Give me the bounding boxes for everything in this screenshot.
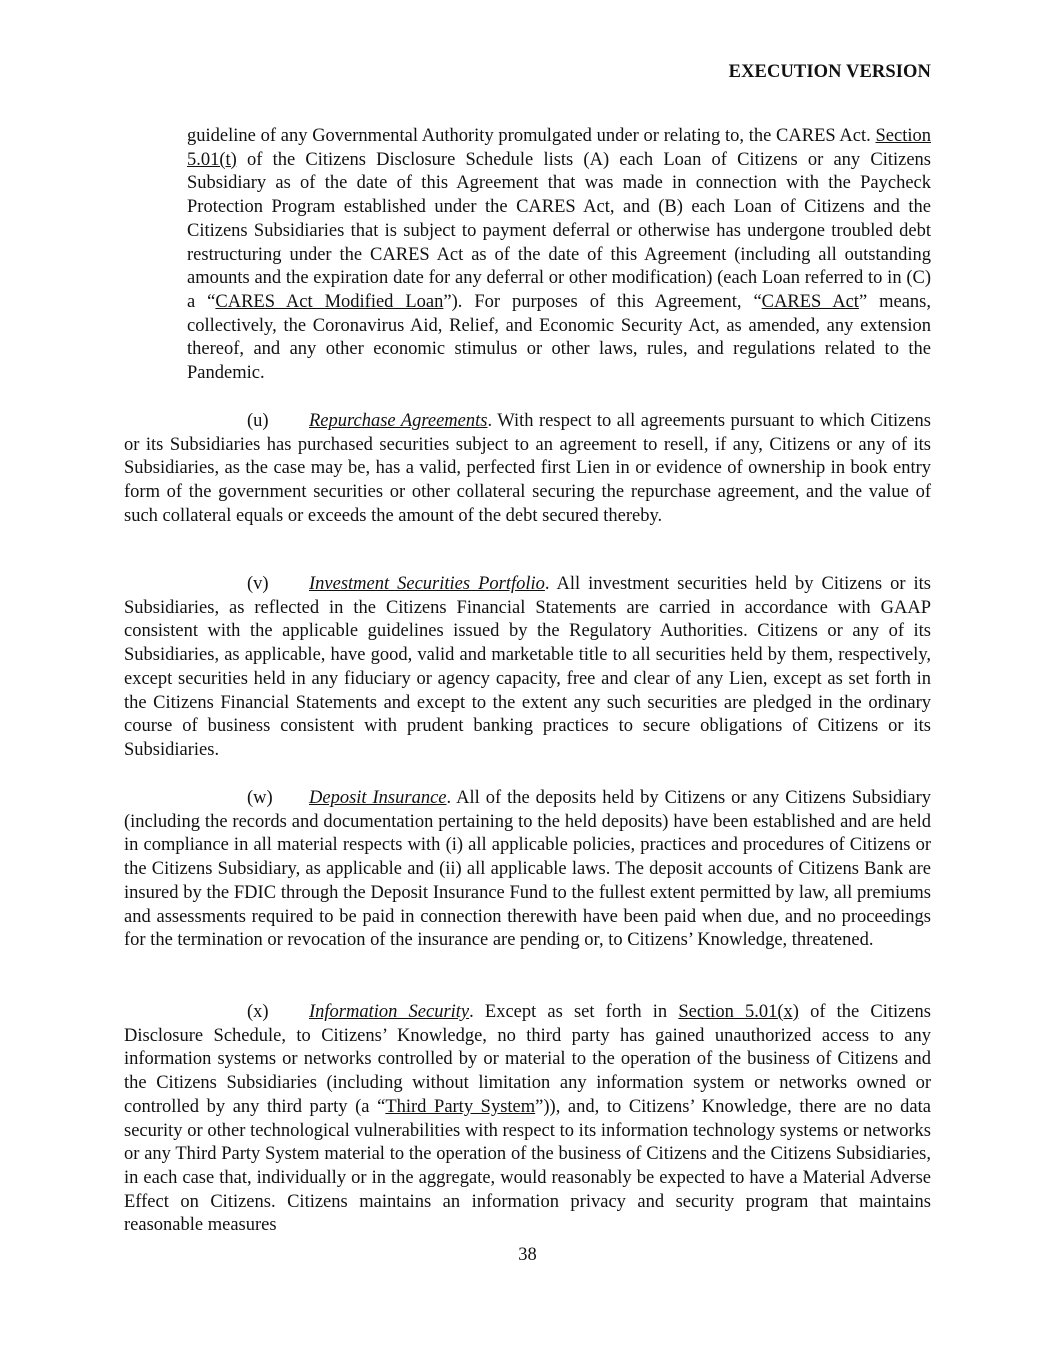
paragraph-w [124, 787, 931, 953]
defined-term: CARES Act Modified Loan [215, 291, 444, 312]
defined-term: Third Party System [385, 1096, 536, 1117]
section-title: Investment Securities Portfolio [309, 574, 545, 594]
item-number: (w) [247, 788, 273, 808]
section-title: Repurchase Agreements [309, 411, 488, 431]
item-number: (x) [247, 1002, 269, 1022]
section-reference: Section 5.01(x) [678, 1002, 799, 1022]
text-segment: . Except as set forth in [469, 1002, 679, 1022]
section-reference: Section 5.01(t) [187, 126, 931, 170]
paragraph-x [124, 1001, 931, 1238]
text-segment: of the Citizens Disclosure Schedule lists (A) each Loan of Citizens or any Citizens Subsidiary as of the date of this Agreement that was made in connection with the Paycheck Protection Program established under the CARES Act, and (B) each Loan of Citizens and the Citizens Subsidiaries that is subject to payment deferral or otherwise has undergone troubled debt restructuring under the CARES Act as of the date of this Agreement (including all outstanding amounts and the expiration date for any deferral or other modification) (each Loan referred to in (C) a “ [187, 149, 931, 312]
text-segment: guideline of any Governmental Authority promulgated under or relating to, the CARES Act. [187, 126, 876, 146]
item-number: (v) [247, 574, 269, 594]
paragraph-v [124, 573, 931, 763]
execution-version-header: EXECUTION VERSION [728, 62, 931, 82]
text-segment: ” means, collectively, the Coronavirus Aid, Relief, and Economic Security Act, as amended, any extension thereof, and any other economic stimulus or other laws, rules, and regulations related to the Pandemic. [187, 291, 931, 384]
text-segment: of the Citizens Disclosure Schedule, to Citizens’ Knowledge, no third party has gained unauthorized access to any information systems or networks controlled by or material to the operation of the business of Citizens and the Citizens Subsidiaries (including without limitation any information system or networks owned or controlled by any third party (a “ [124, 1002, 931, 1117]
text-segment: . With respect to all agreements pursuant to which Citizens or its Subsidiaries has purchased securities subject to an agreement to resell, if any, Citizens or any of its Subsidiaries, as the case may be, has a valid, perfected first Lien in or evidence of ownership in book entry form of the government securities or other collateral securing the repurchase agreement, and the value of such collateral equals or exceeds the amount of the debt secured thereby. [124, 411, 931, 526]
text-segment: ”). For purposes of this Agreement, “ [443, 291, 762, 312]
item-number: (u) [247, 411, 269, 431]
defined-term: CARES Act [761, 291, 859, 312]
text-segment: ”)), and, to Citizens’ Knowledge, there are no data security or other technological vulnerabilities with respect to its information technology systems or networks or any Third Party System material to the operation of the business of Citizens and the Citizens Subsidiaries, in each case that, individually or in the aggregate, would reasonably be expected to have a Material Adverse Effect on Citizens. Citizens maintains an information privacy and security program that maintains reasonable measures [124, 1096, 931, 1236]
section-title: Deposit Insurance [309, 788, 447, 808]
paragraph-t-continued [187, 125, 931, 386]
page-number: 38 [518, 1245, 537, 1265]
section-title: Information Security [309, 1002, 470, 1022]
text-segment: . All investment securities held by Citizens or its Subsidiaries, as reflected in the Citizens Financial Statements are carried in accordance with GAAP consistent with the applicable guidelines issued by the Regulatory Authorities. Citizens or any of its Subsidiaries, as applicable, have good, valid and marketable title to all securities held by them, respectively, except securities held in any fiduciary or agency capacity, free and clear of any Lien, except as set forth in the Citizens Financial Statements and except to the extent any such securities are pledged in the ordinary course of business consistent with prudent banking practices to secure obligations of Citizens or its Subsidiaries. [124, 574, 931, 760]
text-segment: . All of the deposits held by Citizens or any Citizens Subsidiary (including the records and documentation pertaining to the held deposits) have been established and are held in compliance in all material respects with (i) all applicable policies, practices and procedures of Citizens or the Citizens Subsidiary, as applicable and (ii) all applicable laws. The deposit accounts of Citizens Bank are insured by the FDIC through the Deposit Insurance Fund to the fullest extent permitted by law, all premiums and assessments required to be paid in connection therewith have been paid when due, and no proceedings for the termination or revocation of the insurance are pending or, to Citizens’ Knowledge, threatened. [124, 788, 931, 951]
paragraph-u [124, 410, 931, 529]
